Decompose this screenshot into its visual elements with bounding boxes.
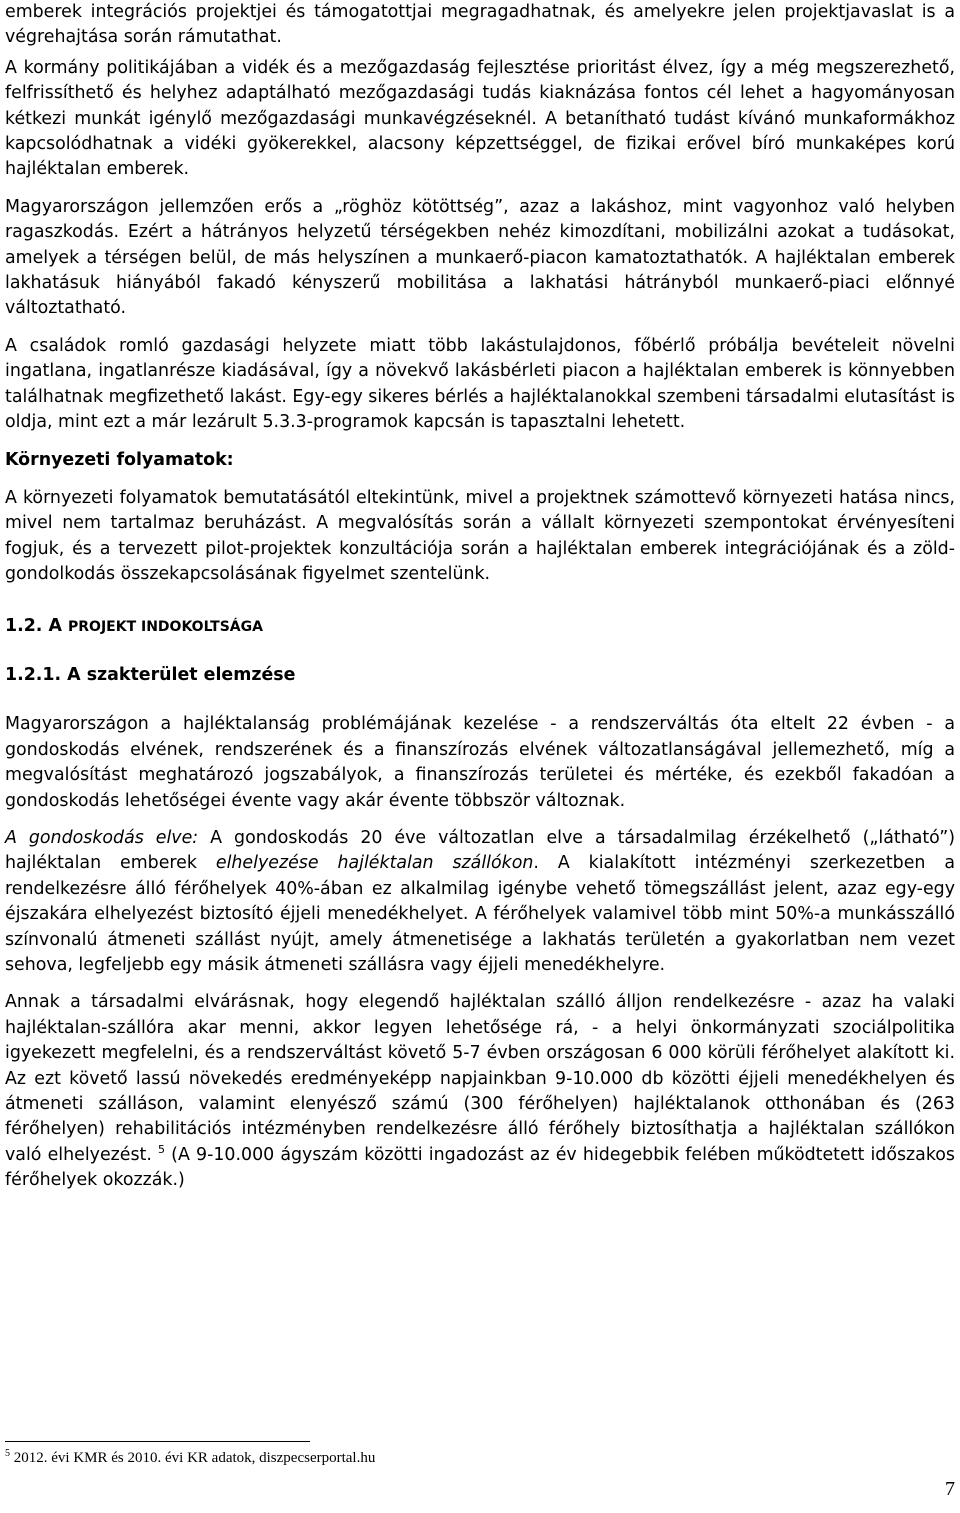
section-number: 1.2. [5, 615, 43, 636]
paragraph-shelter-capacity [5, 990, 955, 1193]
footnote [5, 1448, 375, 1468]
paragraph-care-principle [5, 826, 955, 978]
paragraph-intro-continuation: emberek integrációs projektjei és támogatottjai megragadhatnak, és amelyekre jelen projektjavaslat is a végrehajtása során rámutathat. [5, 2, 955, 48]
paragraph-homelessness-overview: Magyarországon a hajléktalanság problémájának kezelése - a rendszerváltás óta eltelt 22 évben - a gondoskodás elvének, rendszerének és a finanszírozás elvének változatlanságával jellemezhető, míg a megvalósítást meghatározó jogszabályok, a finanszírozás területei és mértéke, és ezekből fakadóan a gondoskodás lehetőségei évente vagy akár évente többször változnak. [5, 714, 955, 811]
care-principle-label: A gondoskodás elve: [5, 827, 199, 848]
section-first-letter: A [48, 615, 62, 636]
care-principle-italic: elhelyezése hajléktalan szállókon [215, 853, 534, 874]
footnote-separator [5, 1441, 310, 1442]
section-heading [5, 614, 955, 640]
footnote-marker: 5 [5, 1448, 10, 1459]
paragraph-housing-attachment: Magyarországon jellemzően erős a „röghöz kötöttség”, azaz a lakáshoz, mint vagyonhoz való helyben ragaszkodás. Ezért a hátrányos helyzetű térségekben nehéz kimozdítani, mobilizálni azokat a tudásokat, amelyek a térségen belül, de más helyszínen a munkaerő-piacon kamatoztathatók. A hajléktalan emberek lakhatásuk hiányából fakadó kényszerű mobilitása a lakhatási hátrányból munkaerő-piaci előnnyé változtatható. [5, 196, 955, 319]
document-page [5, 0, 955, 1194]
shelter-capacity-text-a: Annak a társadalmi elvárásnak, hogy elegendő hajléktalan szálló álljon rendelkezésre - azaz ha valaki hajléktalan-szállóra akar menni, akkor legyen lehetősége rá, - a helyi önkormányzati szociálpolitika igyekezett megfelelni, és a rendszerváltást követő 5-7 évben országosan 6 000 körüli férőhelyet alakított ki. Az ezt követő lassú növekedés eredményeképp napjainkban 9-10.000 db közötti éjjeli menedékhelyen és átmeneti szálláson, valamint elenyésző számú (300 férőhelyen) hajléktalanok otthonában és (263 férőhelyen) rehabilitációs intézményben rendelkezésre álló férőhely biztosíthatja a hajléktalan szállókon való elhelyezést. [5, 992, 955, 1165]
page-number: 7 [945, 1478, 955, 1500]
environment-paragraph: A környezeti folyamatok bemutatásától eltekintünk, mivel a projektnek számottevő környezeti hatása nincs, mivel nem tartalmaz beruházást. A megvalósítás során a vállalt környezeti szempontokat érvényesíteni fogjuk, és a tervezett pilot-projektek konzultációja során a hajléktalan emberek integrációjának és a zöld-gondolkodás összekapcsolásának figyelmet szentelünk. [5, 487, 955, 585]
care-principle-text-a: A gondoskodás 20 éve változatlan elve a társadalmilag érzékelhető („látható”) hajléktalan emberek [5, 827, 955, 874]
paragraph-rental-market: A családok romló gazdasági helyzete miatt több lakástulajdonos, főbérlő próbálja bevételeit növelni ingatlana, ingatlanrésze kiadásával, így a növekvő lakásbérleti piacon a hajléktalan emberek is könnyebben találhatnak megfizethető lakást. Egy-egy sikeres bérlés a hajléktalanokkal szembeni társadalmi elutasítást is oldja, mint ezt a már lezárult 5.3.3-programok kapcsán is tapasztalni lehetett. [5, 335, 955, 433]
paragraph-rural-policy: A kormány politikájában a vidék és a mezőgazdaság fejlesztése prioritást élvez, így a még megszerezhető, felfrissíthető és helyhez adaptálható mezőgazdasági tudás kiaknázása fontos cél lehet a hagyományosan kétkezi munkát igénylő mezőgazdasági munkavégzéseknél. A betanítható tudást kívánó munkaformákhoz kapcsolódhatnak a vidéki gyökerekkel, alacsony képzettséggel, de fizikai erővel bíró munkaképes korú hajléktalan emberek. [5, 57, 955, 180]
footnote-reference: 5 [158, 1143, 166, 1157]
section-title-rest: PROJEKT INDOKOLTSÁGA [68, 618, 263, 635]
environment-heading: Környezeti folyamatok: [5, 449, 234, 470]
shelter-capacity-text-b: (A 9-10.000 ágyszám közötti ingadozást az év hidegebbik felében működtetett időszakos férőhelyek okozzák.) [5, 1144, 955, 1191]
footnote-text: 2012. évi KMR és 2010. évi KR adatok, diszpecserportal.hu [10, 1450, 376, 1466]
care-principle-text-b: . A kialakított intézményi szerkezetben a rendelkezésre álló férőhelyek 40%-ában ez alkalmilag igénybe vehető tömegszállást jelent, azaz egy-egy éjszakára elhelyezést biztosító éjjeli menedékhelyet. A férőhelyek valamivel több mint 50%-a munkásszálló színvonalú átmeneti szállást nyújt, amely átmenetisége a lakhatás területén a gyakorlatban nem vezet sehova, legfeljebb egy másik átmeneti szállásra vagy éjjeli menedékhelyre. [5, 853, 956, 975]
subsection-heading: 1.2.1. A szakterület elemzése [5, 664, 296, 685]
